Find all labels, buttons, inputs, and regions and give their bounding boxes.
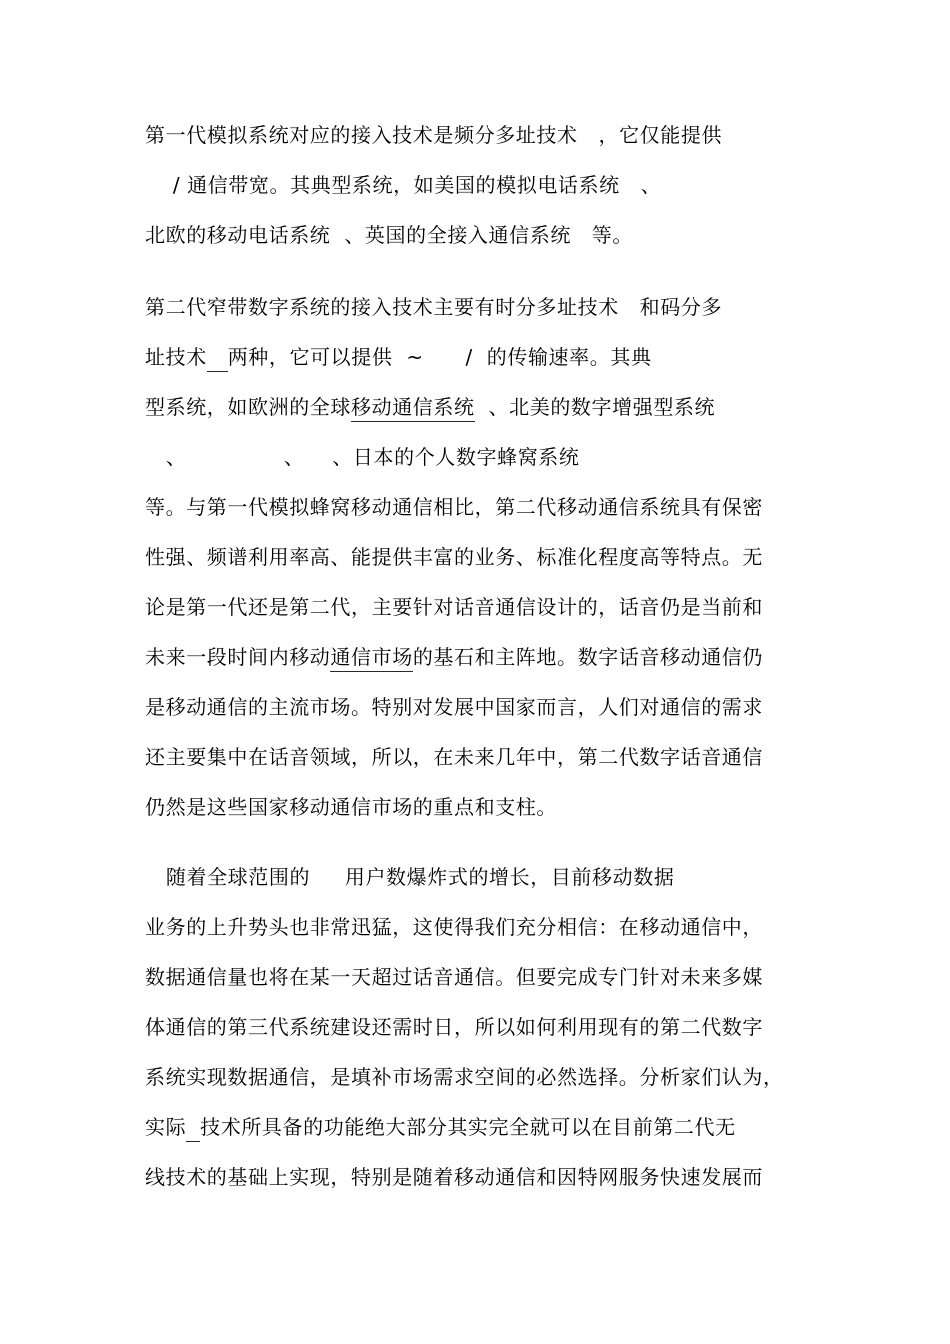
text-line <box>145 122 722 148</box>
text-line <box>145 864 674 890</box>
text-run: 型系统，如欧洲的全球 <box>145 395 351 419</box>
text-run: 是移动通信的主流市场。特别对发展中国家而言，人们对通信的需求 <box>145 695 763 719</box>
text-run: 实际 <box>145 1115 187 1139</box>
text-line <box>145 964 763 990</box>
text-run: 的基石和主阵地。数字话音移动通信仍 <box>412 645 764 669</box>
text-line <box>145 544 763 570</box>
text-line <box>145 914 763 940</box>
text-run: 业务的上升势头也非常迅猛，这使得我们充分相信：在移动通信中， <box>145 915 763 939</box>
text-line <box>145 694 763 720</box>
text-run: 体通信的第三代系统建设还需时日，所以如何利用现有的第二代数字 <box>145 1015 763 1039</box>
text-line <box>145 1014 763 1040</box>
text-line <box>145 644 763 670</box>
underlined-text: 移动通信系统 <box>351 395 475 422</box>
text-run: 、北美的数字增强型系统 <box>474 395 716 419</box>
text-line <box>145 794 557 820</box>
text-line <box>145 1164 763 1190</box>
underlined-text <box>186 1115 200 1142</box>
text-run: 还主要集中在话音领域，所以，在未来几年中，第二代数字话音通信 <box>145 745 763 769</box>
text-line <box>145 294 722 320</box>
text-line <box>145 344 652 370</box>
text-run: 、 、 、日本的个人数字蜂窝系统 <box>145 445 580 469</box>
text-run: 仍然是这些国家移动通信市场的重点和支柱。 <box>145 795 557 819</box>
text-run: 第二代窄带数字系统的接入技术主要有时分多址技术 和码分多 <box>145 295 723 319</box>
text-run: 论是第一代还是第二代，主要针对话音通信设计的，话音仍是当前和 <box>145 595 763 619</box>
underlined-text: 通信市场 <box>330 645 412 672</box>
text-run: 等。与第一代模拟蜂窝移动通信相比，第二代移动通信系统具有保密 <box>145 495 763 519</box>
text-line <box>145 394 715 420</box>
text-run: 址技术 <box>145 345 207 369</box>
text-run: / 通信带宽。其典型系统，如美国的模拟电话系统 、 <box>145 173 662 197</box>
text-run: 性强、频谱利用率高、能提供丰富的业务、标准化程度高等特点。无 <box>145 545 763 569</box>
text-run: 线技术的基础上实现，特别是随着移动通信和因特网服务快速发展而 <box>145 1165 763 1189</box>
text-line <box>145 744 763 770</box>
text-run: 两种，它可以提供 ~ / 的传输速率。其典 <box>227 345 652 369</box>
text-run: 数据通信量也将在某一天超过话音通信。但要完成专门针对未来多媒 <box>145 965 763 989</box>
text-run: 系统实现数据通信，是填补市场需求空间的必然选择。分析家们认为， <box>145 1065 784 1089</box>
text-line <box>145 1064 784 1090</box>
text-run: 技术所具备的功能绝大部分其实完全就可以在目前第二代无 <box>200 1115 736 1139</box>
text-line <box>145 494 763 520</box>
text-line <box>145 172 661 198</box>
text-line <box>145 444 580 470</box>
text-run: 第一代模拟系统对应的接入技术是频分多址技术 ，它仅能提供 <box>145 123 723 147</box>
text-line <box>145 594 763 620</box>
text-line <box>145 1114 736 1140</box>
text-run: 未来一段时间内移动 <box>145 645 331 669</box>
text-run: 北欧的移动电话系统 、英国的全接入通信系统 等。 <box>145 223 633 247</box>
text-run: 随着全球范围的 用户数爆炸式的增长，目前移动数据 <box>145 865 675 889</box>
text-line <box>145 222 633 248</box>
underlined-text <box>207 345 228 372</box>
